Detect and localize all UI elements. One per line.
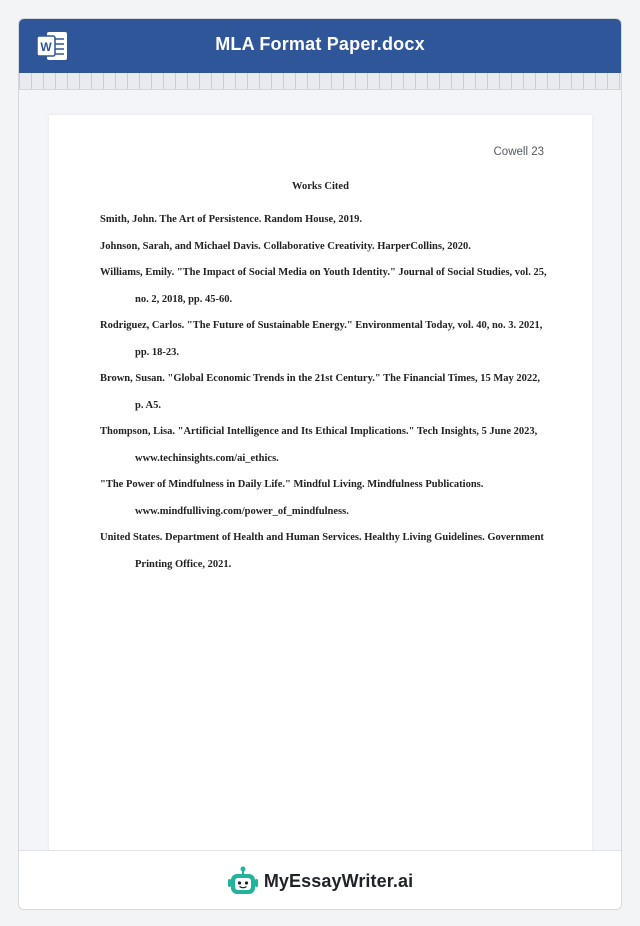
citation-entry: Smith, John. The Art of Persistence. Random House, 2019. <box>100 214 363 225</box>
citation-entry: Thompson, Lisa. "Artificial Intelligence and Its Ethical Implications." Tech Insights, 5 June 2023, www.techinsights.com/ai_ethics. <box>100 426 538 464</box>
works-cited-heading: Works Cited <box>292 181 349 192</box>
works-cited-list <box>100 207 550 578</box>
ruler <box>19 73 621 90</box>
citation-entry: Johnson, Sarah, and Michael Davis. Collaborative Creativity. HarperCollins, 2020. <box>100 240 471 252</box>
document-title: MLA Format Paper.docx <box>215 34 425 54</box>
title-bar <box>19 19 621 73</box>
running-head: Cowell 23 <box>493 146 544 158</box>
citation-entry: "The Power of Mindfulness in Daily Life." Mindful Living. Mindfulness Publications. www.mindfulliving.com/power_of_mindfulness. <box>100 479 484 517</box>
robot-icon <box>227 866 259 896</box>
citation-entry: Brown, Susan. "Global Economic Trends in the 21st Century." The Financial Times, 15 May 2022, p. A5. <box>100 373 540 411</box>
svg-text:W: W <box>40 40 52 54</box>
brand-logo[interactable] <box>19 866 621 896</box>
document-window <box>18 18 622 910</box>
citation-entry: Rodriguez, Carlos. "The Future of Sustainable Energy." Environmental Today, vol. 40, no. 3. 2021, pp. 18-23. <box>100 320 543 358</box>
citation-entry: Williams, Emily. "The Impact of Social Media on Youth Identity." Journal of Social Studies, vol. 25, no. 2, 2018, pp. 45-60. <box>100 267 547 305</box>
footer <box>19 850 621 909</box>
citation-entry: United States. Department of Health and Human Services. Healthy Living Guidelines. Government Printing Office, 2021. <box>100 532 544 570</box>
brand-name: MyEssayWriter.ai <box>263 870 414 891</box>
document-page <box>49 115 592 855</box>
